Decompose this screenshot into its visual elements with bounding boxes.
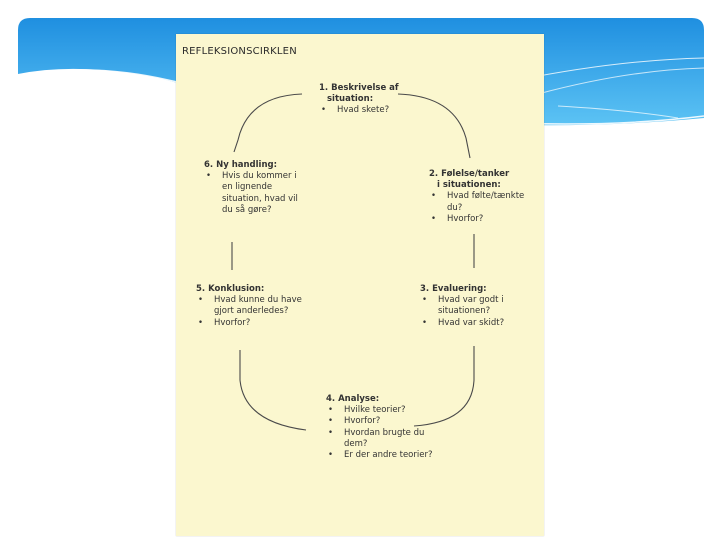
step-heading: 6. Ny handling: [204, 160, 278, 170]
step-bullet: • Hvorfor? [429, 214, 541, 225]
arc-bottom-left [240, 350, 306, 430]
reflection-circle-document [176, 34, 544, 536]
step-heading: 5. Konklusion: [196, 284, 265, 294]
step-bullet: • Er der andre teorier? [326, 450, 446, 461]
step-heading: 2. Følelse/tanker [429, 169, 510, 179]
step-5-conclusion [196, 284, 308, 329]
step-1-description [319, 83, 429, 117]
step-2-feelings-thoughts [429, 169, 541, 225]
step-bullet: • Hvordan brugte du dem? [326, 428, 446, 450]
step-bullet: • Hvad var skidt? [420, 318, 538, 329]
step-heading: 3. Evaluering: [420, 284, 487, 294]
step-bullet: • Hvorfor? [326, 416, 446, 427]
step-4-analysis [326, 394, 446, 461]
step-bullet: • Hvad skete? [319, 105, 429, 116]
cycle-connector-lines [232, 94, 474, 430]
step-heading-continued: i situationen: [437, 180, 501, 191]
step-bullet: • Hvad var godt i situationen? [420, 295, 538, 317]
step-bullet: • Hvis du kommer i en lignende situation, hvad vil du så gøre? [204, 171, 304, 216]
step-3-evaluation [420, 284, 538, 329]
step-bullet: • Hvorfor? [196, 318, 308, 329]
step-heading: 4. Analyse: [326, 394, 380, 404]
step-heading: 1. Beskrivelse af [319, 83, 399, 93]
step-bullet: • Hvilke teorier? [326, 405, 446, 416]
step-6-new-action [204, 160, 304, 216]
step-bullet: • Hvad kunne du have gjort anderledes? [196, 295, 308, 317]
document-title: REFLEKSIONSCIRKLEN [182, 46, 297, 57]
arc-top-left [234, 94, 302, 152]
step-bullet: • Hvad følte/tænkte du? [429, 191, 541, 213]
step-heading-continued: situation: [327, 94, 374, 105]
